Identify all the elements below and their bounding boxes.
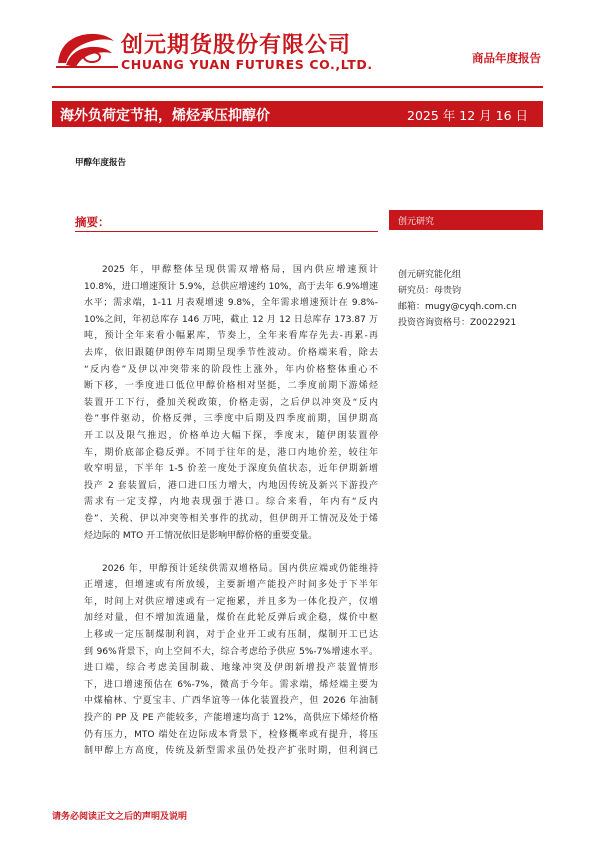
- researcher-row: [398, 283, 543, 299]
- researcher-info: [398, 267, 543, 331]
- researcher-name: 母贵钧: [434, 286, 462, 296]
- abstract-body: [84, 262, 378, 760]
- license-value: Z0022921: [470, 318, 517, 328]
- paragraph-line: 装置开工下行，叠加关税政策，价格走弱，之后伊以冲突及“反内: [84, 397, 378, 408]
- chuangyuan-logo-icon: [52, 27, 122, 71]
- paragraph-line: 卷”事件驱动，价格反弹，三季度中后期及四季度前期，国伊期高: [84, 414, 378, 425]
- report-date: 2025 年 12 月 16 日: [407, 108, 528, 123]
- paragraph-line: 到 96%背景下，向上空间不大，综合考虑给予供应 5%-7%增速水平。: [84, 646, 378, 657]
- report-type: 商品年度报告: [472, 51, 541, 65]
- email-value[interactable]: mugy@cyqh.com.cn: [425, 302, 517, 312]
- paragraph-line: 去库，依旧跟随伊朗停车周期呈现季节性波动。价格端来看，除去: [84, 347, 378, 358]
- paragraph-line: 卷”、关税、伊以冲突等相关事件的扰动，但伊朗开工情况及处于烯: [84, 513, 378, 524]
- research-banner: [389, 210, 543, 230]
- paragraph-line: 需求有一定支撑，内地表现强于港口。综合来看，年内有“反内: [84, 497, 378, 508]
- paragraph-line: 烃边际的 MTO 开工情况依旧是影响甲醇价格的重要变量。: [84, 530, 318, 541]
- footer-disclaimer[interactable]: 请务必阅读正文之后的声明及说明: [52, 812, 188, 822]
- paragraph-line: 上移或一定压制煤制利润，对于企业开工或有压制，煤制开工已达: [84, 630, 378, 641]
- paragraph-line: 吨，预计全年来看小幅累库，节奏上，全年来看库存先去-再累-再: [84, 331, 378, 342]
- researcher-label: 研究员：: [398, 286, 435, 296]
- abstract-divider: [75, 231, 378, 232]
- title-banner: [52, 101, 543, 127]
- paragraph-line: 收窄明显，下半年 1-5 价差一度处于深度负值状态，近年伊期新增: [84, 464, 378, 475]
- paragraph-line: 加经对量，但不增加流通量，煤价在此轮反弹后或企稳，煤价中枢: [84, 613, 378, 624]
- paragraph-line: 断下移，一季度进口低位甲醇价格相对坚挺，二季度前期下游烯烃: [84, 381, 378, 392]
- company-name-cn: 创元期货股份有限公司: [121, 33, 352, 58]
- company-logo: [52, 27, 122, 71]
- email-row: [398, 299, 543, 315]
- paragraph-line: 10%之间，年初总库存 146 万吨，截止 12 月 12 日总库存 173.87 万: [84, 314, 378, 325]
- paragraph-line: 投产 2 套装置后，港口进口压力增大，内地因传统及新兴下游投产: [84, 480, 378, 491]
- paragraph-line: 水平；需求端，1-11 月表观增速 9.8%，全年需求增速预计在 9.8%-: [84, 298, 378, 309]
- paragraph-line: 仍有压力，MTO 端处在边际成本背景下，检修概率或有提升，将压: [84, 729, 378, 740]
- paragraph-line: 10.8%，进口增速预计 5.9%，总供应增速约 10%，高于去年 6.9%增速: [84, 281, 378, 292]
- paragraph-line: 开工以及限气推迟，价格单边大幅下探，季度末，随伊朗装置停: [84, 430, 378, 441]
- paragraph-line: 制甲醇上方高度，传统及新型需求虽仍处投产扩张时期，但利润已: [84, 746, 378, 757]
- license-label: 投资咨询资格号：: [398, 318, 471, 328]
- paragraph-line: 2026 年，甲醇预计延续供需双增格局。国内供应端或仍能维持: [102, 563, 378, 574]
- paragraph-gap: [84, 544, 378, 561]
- report-title: 海外负荷定节拍，烯烃承压抑醇价: [60, 108, 270, 124]
- paragraph-line: 车，期价底部企稳反弹。不同于往年的是，港口内地价差，较往年: [84, 447, 378, 458]
- header-divider: [52, 86, 543, 88]
- paragraph-line: 中煤榆林、宁夏宝丰、广西华谊等一体化装置投产，但 2026 年油制: [84, 696, 378, 707]
- company-name-en: CHUANG YUAN FUTURES CO.,LTD.: [121, 57, 373, 72]
- report-subheading: 甲醇年度报告: [75, 158, 127, 168]
- research-group: 创元研究能化组: [398, 270, 462, 280]
- research-banner-label: 创元研究: [398, 217, 435, 227]
- paragraph-line: 投产的 PP 及 PE 产能较多，产能增速均高于 12%，高供应下烯烃价格: [84, 713, 378, 724]
- paragraph-line: 进口端，综合考虑美国制裁、地缘冲突及伊朗新增投产装置情形: [84, 663, 378, 674]
- license-row: [398, 315, 543, 331]
- paragraph-line: 2025 年，甲醇整体呈现供需双增格局，国内供应增速预计: [102, 265, 378, 275]
- paragraph-line: “反内卷”及伊以冲突带来的阶段性上涨外，年内价格整体重心不: [84, 364, 378, 375]
- abstract-heading: 摘要：: [75, 215, 110, 229]
- paragraph-line: 正增速，但增速或有所放缓，主要新增产能投产时间多处于下半年: [84, 580, 378, 591]
- paragraph-line: 下，进口增速预估在 6%-7%，微高于今年。需求端，烯烃端主要为: [84, 679, 378, 690]
- paragraph-line: 年，时间上对供应增速或有一定拖累，并且多为一体化投产，仅增: [84, 596, 378, 607]
- email-label: 邮箱：: [398, 302, 426, 312]
